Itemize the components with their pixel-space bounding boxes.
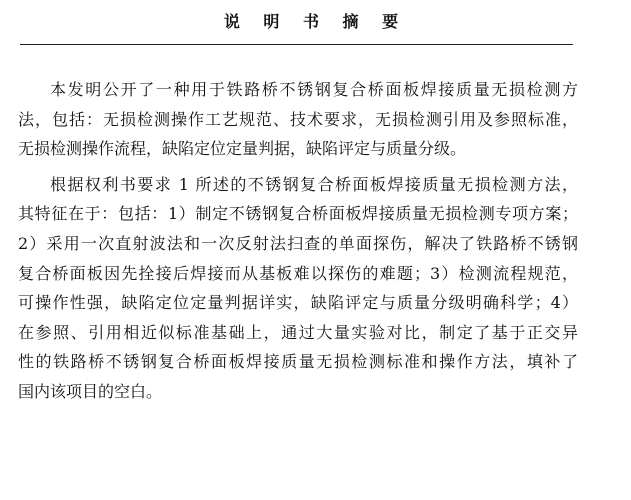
text-line: 法，包括：无损检测操作工艺规范、技术要求，无损检测引用及参照标准，: [18, 109, 578, 129]
text-line: 2）采用一次直射波法和一次反射法扫查的单面探伤，解决了铁路桥不锈钢: [18, 233, 578, 253]
text-line: 根据权利书要求 1 所述的不锈钢复合桥面板焊接质量无损检测方法，: [50, 174, 578, 194]
text-line: 性的铁路桥不锈钢复合桥面板焊接质量无损检测标准和操作方法，填补了: [18, 352, 578, 372]
paragraph-1: [18, 75, 578, 164]
text-line: 可操作性强，缺陷定位定量判据详实，缺陷评定与质量分级明确科学；4）: [18, 293, 578, 313]
text-line: 在参照、引用相近似标准基础上，通过大量实验对比，制定了基于正交异: [18, 322, 578, 342]
text-line: 国内该项目的空白。: [18, 381, 163, 401]
text-line: 本发明公开了一种用于铁路桥不锈钢复合桥面板焊接质量无损检测方: [50, 80, 578, 99]
abstract-body: [18, 75, 578, 407]
text-line: 无损检测操作流程，缺陷定位定量判据，缺陷评定与质量分级。: [18, 139, 467, 159]
text-line: 复合桥面板因先拴接后焊接而从基板难以探伤的难题；3）检测流程规范，: [18, 263, 578, 283]
title-underline: [20, 44, 573, 45]
document-title: 说 明 书 摘 要: [223, 12, 408, 31]
text-line: 其特征在于：包括：1）制定不锈钢复合桥面板焊接质量无损检测专项方案；: [18, 204, 578, 224]
paragraph-2: [18, 170, 578, 407]
